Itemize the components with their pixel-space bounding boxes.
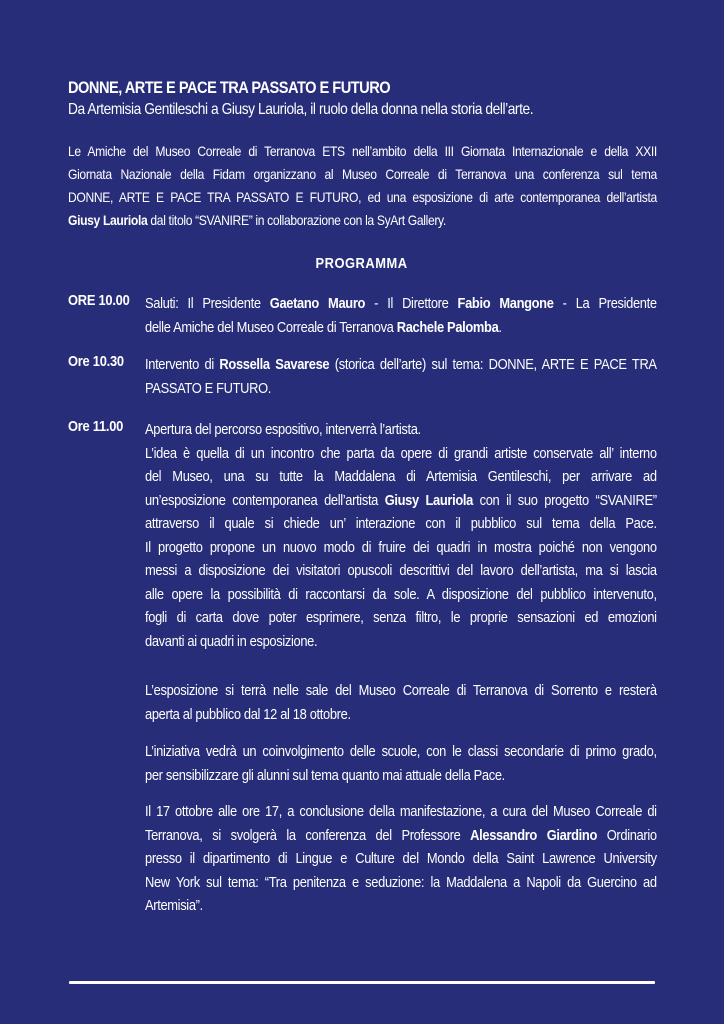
text: - La Presidente (553, 295, 657, 312)
entry-line (145, 353, 657, 377)
text: Ordinario (596, 826, 657, 844)
entry-time: Ore 11.00 (68, 418, 124, 435)
entry-line: messi a disposizione dei visitatori opuscoli descrittivi del lavoro dell’artista, ma si lascia (145, 562, 657, 579)
text: . (498, 318, 502, 336)
intro-text: dal titolo “SVANIRE” in collaborazione con la SyArt Gallery. (147, 212, 446, 228)
entry-line (145, 489, 657, 513)
entry-body (145, 353, 657, 400)
para-line (145, 824, 657, 848)
text: delle Amiche del Museo Correale di Terranova (145, 318, 397, 336)
intro-line: DONNE, ARTE E PACE TRA PASSATO E FUTURO, ed una esposizione di arte contemporanea dell’artista (68, 189, 657, 205)
entry-line: davanti ai quadri in esposizione. (145, 632, 318, 650)
text: Saluti: Il Presidente (145, 295, 270, 312)
para-line: L’iniziativa vedrà un coinvolgimento delle scuole, con le classi secondarie di primo grado, (145, 743, 657, 760)
para-line: aperta al pubblico dal 12 al 18 ottobre. (145, 705, 351, 723)
entry-line (145, 316, 657, 340)
speaker-name: Gaetano Mauro (269, 295, 366, 312)
page-title: DONNE, ARTE E PACE TRA PASSATO E FUTURO (68, 78, 391, 97)
text: (storica dell’arte) sul tema: DONNE, ARTE E PACE TRA (329, 356, 657, 373)
intro-line: Giornata Nazionale della Fidam organizzano al Museo Correale di Terranova una conferenza sul tema (68, 166, 657, 182)
text: un’esposizione contemporanea dell’artista (145, 491, 385, 509)
para-line: per sensibilizzare gli alunni sul tema quanto mai attuale della Pace. (145, 766, 505, 784)
entry-body (145, 418, 657, 653)
entry-line: alle opere la possibilità di raccontarsi da sole. A disposizione del pubblico intervenuto, (145, 585, 657, 603)
page-subtitle: Da Artemisia Gentileschi a Giusy Lauriola, il ruolo della donna nella storia dell’arte. (68, 101, 534, 118)
exhibition-paragraph (145, 679, 657, 726)
entry-line: attraverso il quale si chiede un’ interazione con il pubblico sul tema della Pace. (145, 515, 657, 532)
footer-divider (69, 981, 655, 984)
speaker-name: Rachele Palomba (396, 318, 499, 336)
artist-name: Giusy Lauriola (68, 212, 148, 228)
entry-line: fogli di carta dove poter esprimere, senza filtro, le proprie sensazioni ed emozioni (145, 609, 657, 626)
para-line: New York sul tema: “Tra penitenza e seduzione: la Maddalena a Napoli da Guercino ad (145, 873, 657, 891)
entry-line: Il progetto propone un nuovo modo di fruire dei quadri in mostra poiché non vengono (145, 538, 657, 556)
programme-heading (0, 255, 724, 272)
intro-line (68, 209, 657, 232)
speaker-name: Fabio Mangone (457, 295, 554, 312)
text: Terranova, si svolgerà la conferenza del Professore (145, 826, 471, 844)
speaker-name: Rossella Savarese (219, 356, 330, 373)
para-line: L’esposizione si terrà nelle sale del Museo Correale di Terranova di Sorrento e resterà (145, 682, 657, 699)
artist-name: Giusy Lauriola (384, 491, 473, 509)
text: Intervento di (145, 356, 220, 373)
entry-line: PASSATO E FUTURO. (145, 379, 272, 397)
conference-paragraph (145, 800, 657, 918)
entry-body (145, 292, 657, 339)
text: - Il Direttore (365, 295, 458, 312)
entry-line: Apertura del percorso espositivo, interverrà l’artista. (145, 421, 421, 438)
para-line: Il 17 ottobre alle ore 17, a conclusione della manifestazione, a cura del Museo Correale di (145, 803, 657, 820)
entry-line (145, 292, 657, 316)
intro-line: Le Amiche del Museo Correale di Terranova ETS nell’ambito della III Giornata Internazionale e della XXII (68, 143, 657, 159)
schools-paragraph (145, 740, 657, 787)
para-line: Artemisia”. (145, 897, 203, 914)
speaker-name: Alessandro Giardino (470, 826, 597, 844)
text: con il suo progetto “SVANIRE” (472, 491, 657, 509)
entry-line: del Museo, una su tutte la Maddalena di Artemisia Gentileschi, per arrivare ad (145, 468, 657, 485)
programme-heading-text: PROGRAMMA (315, 255, 409, 272)
entry-time: Ore 10.30 (68, 353, 124, 370)
para-line: presso il dipartimento di Lingue e Culture del Mondo della Saint Lawrence University (145, 850, 657, 867)
intro-paragraph (68, 140, 657, 232)
entry-time: ORE 10.00 (68, 292, 130, 309)
entry-line: L’idea è quella di un incontro che parta da opere di grandi artiste conservate all’ interno (145, 444, 657, 462)
